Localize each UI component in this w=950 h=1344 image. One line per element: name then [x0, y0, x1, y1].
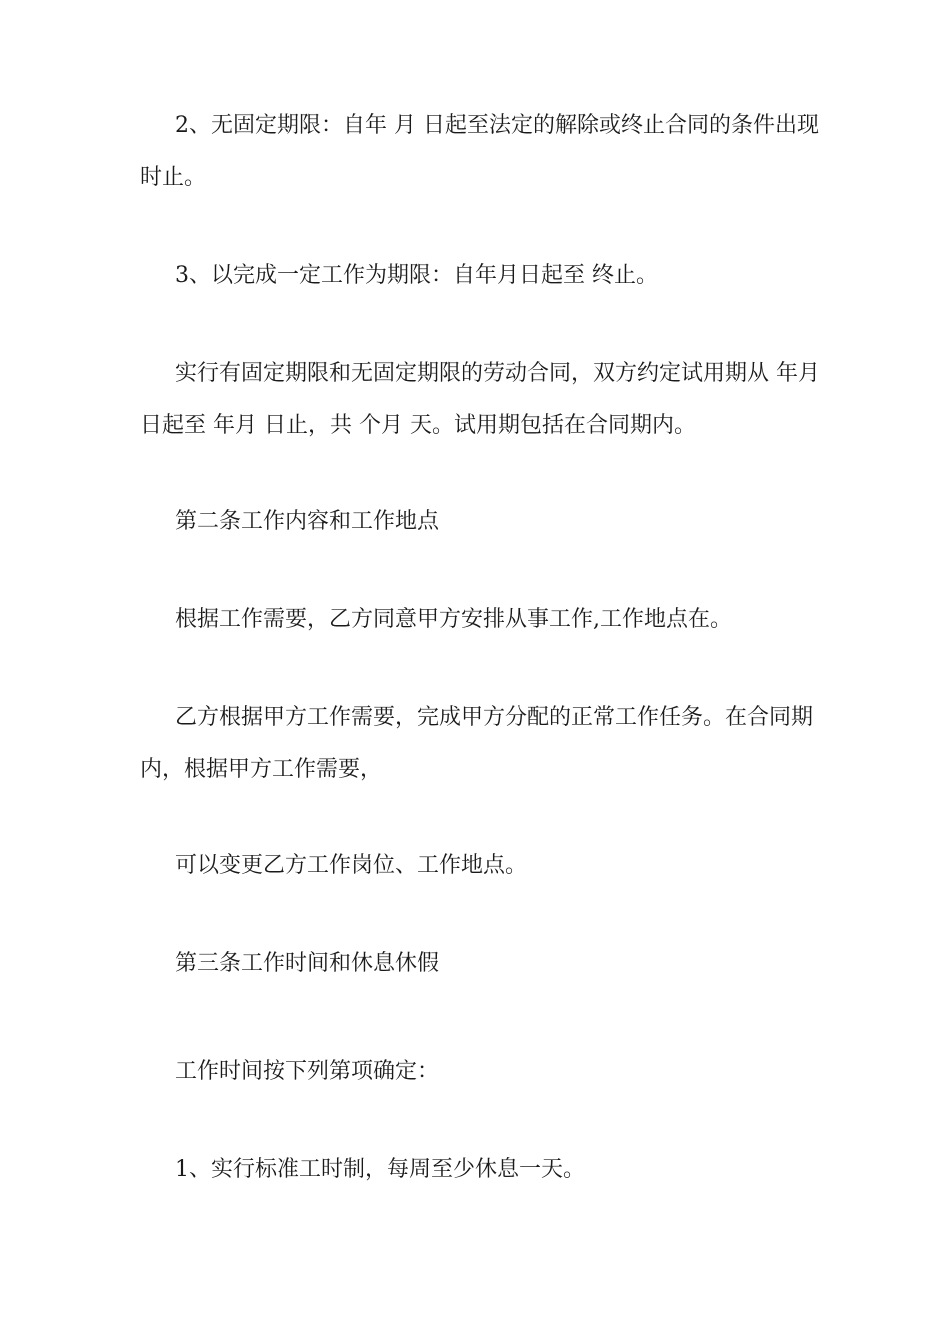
paragraph-standard-hours: 1、实行标准工时制，每周至少休息一天。: [175, 1157, 585, 1182]
paragraph-term-indefinite: 2、无固定期限：自年 月 日起至法定的解除或终止合同的条件出现时止。: [140, 113, 819, 190]
section-heading-article-2: 第二条工作内容和工作地点: [175, 509, 440, 534]
paragraph-work-location: 根据工作需要，乙方同意甲方安排从事工作,工作地点在。: [175, 607, 732, 632]
section-heading-article-3: 第三条工作时间和休息休假: [175, 951, 440, 976]
paragraph-work-tasks: 乙方根据甲方工作需要，完成甲方分配的正常工作任务。在合同期内，根据甲方工作需要，: [140, 705, 814, 782]
paragraph-term-task-based: 3、以完成一定工作为期限：自年月日起至 终止。: [175, 263, 658, 288]
paragraph-change-position: 可以变更乙方工作岗位、工作地点。: [175, 853, 528, 878]
paragraph-probation: 实行有固定期限和无固定期限的劳动合同，双方约定试用期从 年月日起至 年月 日止，共 个月 天。试用期包括在合同期内。: [140, 361, 820, 438]
paragraph-work-hours-intro: 工作时间按下列第项确定：: [175, 1059, 440, 1084]
